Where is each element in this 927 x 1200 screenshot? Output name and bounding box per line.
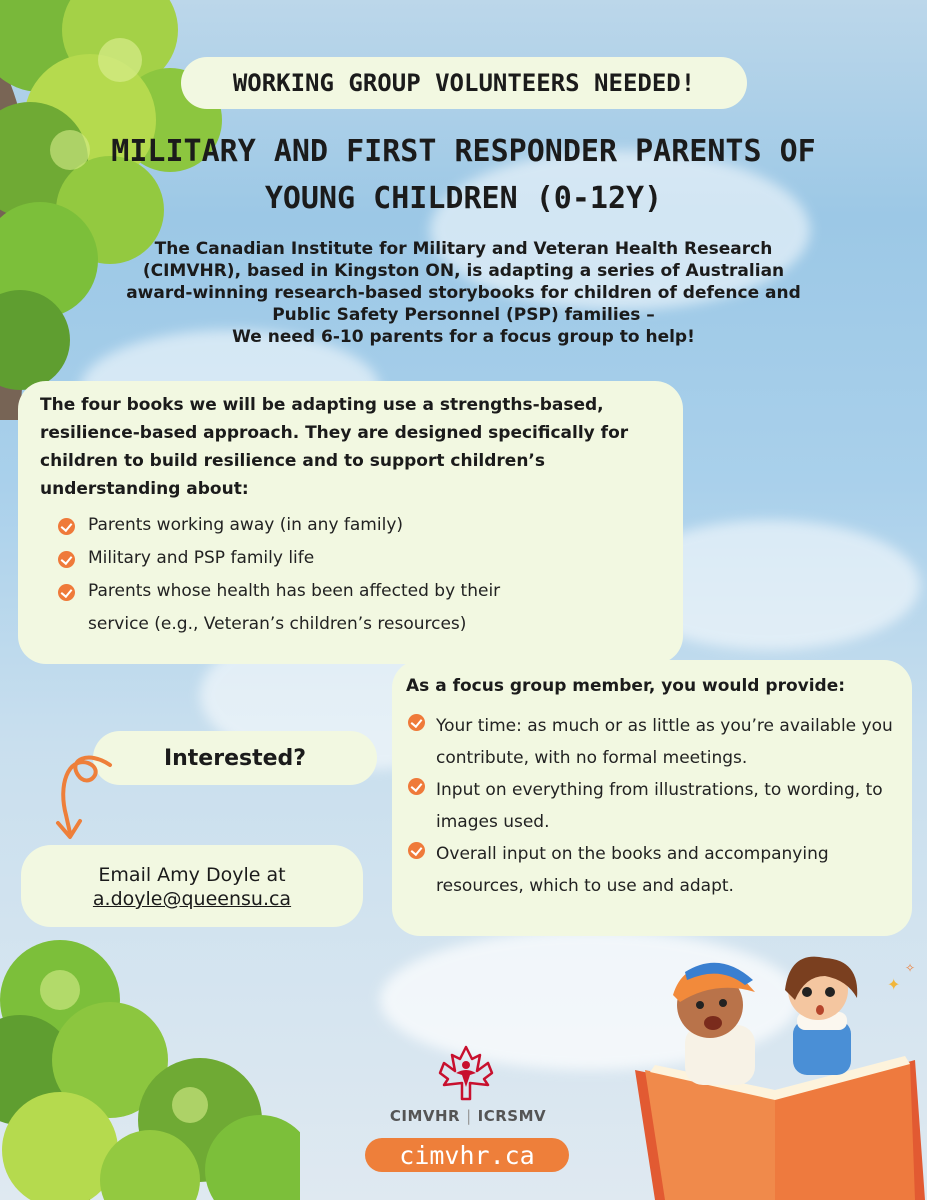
- svg-text:✦: ✦: [887, 975, 901, 994]
- title-line-2: YOUNG CHILDREN (0-12Y): [264, 181, 663, 216]
- list-item: Parents working away (in any family): [58, 509, 618, 542]
- books-topic-list: [58, 509, 618, 641]
- contact-pill: [21, 845, 363, 927]
- logo-right-text: ICRSMV: [477, 1107, 547, 1125]
- children-reading-illustration: [625, 950, 927, 1200]
- focus-group-list: [408, 710, 898, 902]
- focus-group-lead-text: As a focus group member, you would provide:: [406, 676, 846, 696]
- intro-line-2: (CIMVHR), based in Kingston ON, is adapting a series of Australian: [142, 261, 785, 281]
- intro-line-4: Public Safety Personnel (PSP) families –: [272, 305, 655, 325]
- page-title: [100, 128, 827, 222]
- banner-text: WORKING GROUP VOLUNTEERS NEEDED!: [232, 69, 696, 97]
- volunteers-banner: [181, 57, 747, 109]
- intro-line-5: We need 6-10 parents for a focus group to help!: [232, 327, 695, 347]
- maple-leaf-logo-icon: [432, 1043, 500, 1103]
- website-text: cimvhr.ca: [399, 1140, 535, 1170]
- intro-line-1: The Canadian Institute for Military and Veteran Health Research: [154, 239, 773, 259]
- check-circle-icon: [58, 584, 75, 601]
- list-item: Overall input on the books and accompanying resources, which to use and adapt.: [408, 838, 898, 902]
- interested-label: Interested?: [163, 745, 307, 771]
- curly-arrow-icon: [48, 745, 118, 845]
- contact-line: Email Amy Doyle at: [98, 864, 286, 886]
- list-item: Military and PSP family life: [58, 542, 618, 575]
- intro-paragraph: [66, 238, 861, 348]
- svg-text:✧: ✧: [905, 961, 916, 975]
- intro-line-3: award-winning research-based storybooks for children of defence and: [126, 283, 801, 303]
- check-circle-icon: [408, 778, 425, 795]
- list-item: Parents whose health has been affected by their service (e.g., Veteran’s children’s resources): [58, 575, 558, 641]
- interested-label-pill: [93, 731, 377, 785]
- contact-email-link[interactable]: a.doyle@queensu.ca: [92, 888, 292, 910]
- check-circle-icon: [408, 714, 425, 731]
- website-pill[interactable]: [365, 1138, 569, 1172]
- books-info-card: [18, 381, 683, 664]
- check-circle-icon: [408, 842, 425, 859]
- books-lead-text: The four books we will be adapting use a strengths-based, resilience-based approach. They are designed specifically for children to build resilience and to support children’s understanding about:: [40, 395, 629, 499]
- organization-logo-text: CIMVHR | ICRSMV: [389, 1107, 547, 1125]
- check-circle-icon: [58, 518, 75, 535]
- title-line-1: MILITARY AND FIRST RESPONDER PARENTS OF: [111, 134, 816, 169]
- focus-group-card: [392, 660, 912, 936]
- tree-illustration-bottom-left: [0, 930, 300, 1200]
- list-item: Your time: as much or as little as you’re available you contribute, with no formal meetings.: [408, 710, 898, 774]
- logo-left-text: CIMVHR: [389, 1107, 461, 1125]
- list-item: Input on everything from illustrations, to wording, to images used.: [408, 774, 898, 838]
- check-circle-icon: [58, 551, 75, 568]
